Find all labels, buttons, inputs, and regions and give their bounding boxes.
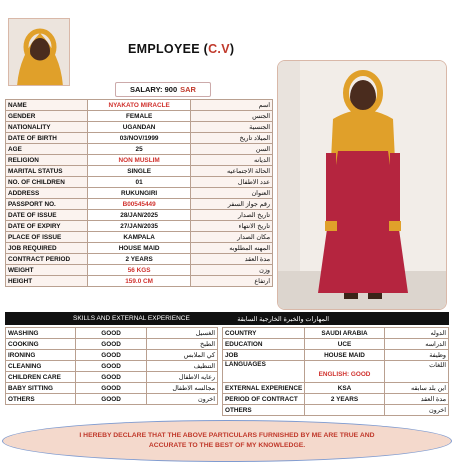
row-label-ar: العنوان bbox=[191, 188, 273, 199]
row-label-ar: السن bbox=[191, 144, 273, 155]
table-row bbox=[6, 166, 273, 177]
row-label-ar: التنظيف bbox=[147, 361, 218, 372]
row-value: GOOD bbox=[75, 350, 146, 361]
salary-box bbox=[115, 82, 211, 97]
row-label: MARITAL STATUS bbox=[6, 166, 88, 177]
row-label-ar: عدد الاطفال bbox=[191, 177, 273, 188]
row-label-ar: تاريخ الصدار bbox=[191, 210, 273, 221]
experience-label: EXTERNAL EXPERIENCE bbox=[223, 383, 305, 394]
table-row bbox=[6, 243, 273, 254]
row-label: GENDER bbox=[6, 111, 88, 122]
row-label-ar: اخرون bbox=[147, 394, 218, 405]
education-label-ar: الدراسه bbox=[384, 339, 448, 350]
table-row bbox=[223, 394, 449, 405]
row-label: DATE OF BIRTH bbox=[6, 133, 88, 144]
row-label-ar: رعايه الاطفال bbox=[147, 372, 218, 383]
row-label-ar: الطبخ bbox=[147, 339, 218, 350]
table-row bbox=[223, 361, 449, 383]
row-label: NATIONALITY bbox=[6, 122, 88, 133]
salary-currency: SAR bbox=[180, 85, 196, 94]
experience-value: KSA bbox=[305, 383, 384, 394]
skills-header-en: SKILLS AND EXTERNAL EXPERIENCE bbox=[73, 315, 190, 322]
table-row bbox=[6, 133, 273, 144]
table-row bbox=[6, 221, 273, 232]
row-label: NAME bbox=[6, 100, 88, 111]
row-label: PLACE OF ISSUE bbox=[6, 232, 88, 243]
full-body-photo bbox=[277, 60, 447, 310]
row-label-ar: الميلاد تاريخ bbox=[191, 133, 273, 144]
row-label-ar: الحالة الاجتماعيه bbox=[191, 166, 273, 177]
row-value: GOOD bbox=[75, 339, 146, 350]
row-value: NYAKATO MIRACLE bbox=[87, 100, 191, 111]
country-value: SAUDI ARABIA bbox=[305, 328, 384, 339]
table-row bbox=[6, 111, 273, 122]
row-label-ar: تاريخ الانتهاء bbox=[191, 221, 273, 232]
skills-table bbox=[5, 327, 218, 405]
period-value: 2 YEARS bbox=[305, 394, 384, 405]
period-label: PERIOD OF CONTRACT bbox=[223, 394, 305, 405]
table-row bbox=[6, 210, 273, 221]
row-value: GOOD bbox=[75, 394, 146, 405]
others-value bbox=[305, 405, 384, 416]
table-row bbox=[6, 276, 273, 287]
languages-cell bbox=[305, 361, 384, 383]
table-row bbox=[6, 177, 273, 188]
row-value: SINGLE bbox=[87, 166, 191, 177]
table-row bbox=[6, 199, 273, 210]
row-label: OTHERS bbox=[6, 394, 76, 405]
row-label-ar: مدة العقد bbox=[191, 254, 273, 265]
table-row bbox=[223, 350, 449, 361]
job-label: JOB bbox=[223, 350, 305, 361]
skills-header-ar: المهارات والخبرة الخارجية السابقة bbox=[237, 315, 329, 323]
table-row bbox=[223, 383, 449, 394]
row-label: WEIGHT bbox=[6, 265, 88, 276]
row-value: 25 bbox=[87, 144, 191, 155]
row-label: CHILDREN CARE bbox=[6, 372, 76, 383]
row-value: 27/JAN/2035 bbox=[87, 221, 191, 232]
row-label: RELIGION bbox=[6, 155, 88, 166]
row-label-ar: الديانه bbox=[191, 155, 273, 166]
period-label-ar: مدة العقد bbox=[384, 394, 448, 405]
row-label: DATE OF ISSUE bbox=[6, 210, 88, 221]
row-value: NON MUSLIM bbox=[87, 155, 191, 166]
row-label: CLEANING bbox=[6, 361, 76, 372]
row-label-ar: اسم bbox=[191, 100, 273, 111]
table-row bbox=[6, 350, 218, 361]
languages-value: ENGLISH: GOOD bbox=[318, 371, 371, 378]
row-label: JOB REQUIRED bbox=[6, 243, 88, 254]
table-row bbox=[6, 232, 273, 243]
row-value: GOOD bbox=[75, 383, 146, 394]
row-value: RUKUNGIRI bbox=[87, 188, 191, 199]
table-row bbox=[6, 383, 218, 394]
experience-table bbox=[222, 327, 449, 416]
row-label: BABY SITTING bbox=[6, 383, 76, 394]
languages-label: LANGUAGES bbox=[223, 361, 305, 383]
row-label: ADDRESS bbox=[6, 188, 88, 199]
education-value: UCE bbox=[305, 339, 384, 350]
salary-label: SALARY: 900 bbox=[130, 85, 178, 94]
languages-label-ar: اللغات bbox=[384, 361, 448, 383]
row-value: 28/JAN/2025 bbox=[87, 210, 191, 221]
page-title: EMPLOYEE (C.V) bbox=[128, 42, 235, 56]
job-value: HOUSE MAID bbox=[305, 350, 384, 361]
table-row bbox=[223, 405, 449, 416]
table-row bbox=[6, 254, 273, 265]
row-value: 56 KGS bbox=[87, 265, 191, 276]
row-label-ar: الجنس bbox=[191, 111, 273, 122]
table-row bbox=[6, 394, 218, 405]
table-row bbox=[6, 361, 218, 372]
row-label-ar: ارتفاع bbox=[191, 276, 273, 287]
portrait-photo bbox=[8, 18, 70, 86]
table-row bbox=[6, 265, 273, 276]
row-label: PASSPORT NO. bbox=[6, 199, 88, 210]
row-value: GOOD bbox=[75, 372, 146, 383]
row-value: HOUSE MAID bbox=[87, 243, 191, 254]
row-label: HEIGHT bbox=[6, 276, 88, 287]
country-label: COUNTRY bbox=[223, 328, 305, 339]
row-value: 159.0 CM bbox=[87, 276, 191, 287]
others-label-ar: اخرون bbox=[384, 405, 448, 416]
row-label-ar: وزن bbox=[191, 265, 273, 276]
row-label-ar: رقم جواز السفر bbox=[191, 199, 273, 210]
table-row bbox=[6, 100, 273, 111]
table-row bbox=[6, 188, 273, 199]
skills-section-header bbox=[5, 312, 449, 325]
row-value: UGANDAN bbox=[87, 122, 191, 133]
others-label: OTHERS bbox=[223, 405, 305, 416]
row-value: GOOD bbox=[75, 328, 146, 339]
personal-details-table bbox=[5, 99, 273, 287]
row-value: KAMPALA bbox=[87, 232, 191, 243]
row-value: 01 bbox=[87, 177, 191, 188]
row-value: 2 YEARS bbox=[87, 254, 191, 265]
table-row bbox=[223, 339, 449, 350]
row-label: DATE OF EXPIRY bbox=[6, 221, 88, 232]
row-label-ar: مكان الصدار bbox=[191, 232, 273, 243]
table-row bbox=[223, 328, 449, 339]
education-label: EDUCATION bbox=[223, 339, 305, 350]
experience-label-ar: اين بلد سابقه bbox=[384, 383, 448, 394]
country-label-ar: الدوله bbox=[384, 328, 448, 339]
row-value: 03/NOV/1999 bbox=[87, 133, 191, 144]
row-label-ar: كي الملابس bbox=[147, 350, 218, 361]
row-label-ar: المهنه المطلوبه bbox=[191, 243, 273, 254]
job-label-ar: وظيفة bbox=[384, 350, 448, 361]
row-label-ar: الغسيل bbox=[147, 328, 218, 339]
row-label: COOKING bbox=[6, 339, 76, 350]
row-label: IRONING bbox=[6, 350, 76, 361]
table-row bbox=[6, 328, 218, 339]
row-label: WASHING bbox=[6, 328, 76, 339]
row-value: B00545449 bbox=[87, 199, 191, 210]
row-value: FEMALE bbox=[87, 111, 191, 122]
row-label-ar: الجنسية bbox=[191, 122, 273, 133]
row-value: GOOD bbox=[75, 361, 146, 372]
row-label: AGE bbox=[6, 144, 88, 155]
table-row bbox=[6, 122, 273, 133]
row-label-ar: مجالسه الاطفال bbox=[147, 383, 218, 394]
table-row bbox=[6, 339, 218, 350]
declaration-text: I HEREBY DECLARE THAT THE ABOVE PARTICULARS FURNISHED BY ME ARE TRUE AND ACCURATE TO THE BEST OF MY KNOWLEDGE. bbox=[79, 432, 375, 449]
row-label: NO. OF CHILDREN bbox=[6, 177, 88, 188]
table-row bbox=[6, 144, 273, 155]
declaration-banner bbox=[2, 420, 452, 462]
row-label: CONTRACT PERIOD bbox=[6, 254, 88, 265]
table-row bbox=[6, 372, 218, 383]
table-row bbox=[6, 155, 273, 166]
